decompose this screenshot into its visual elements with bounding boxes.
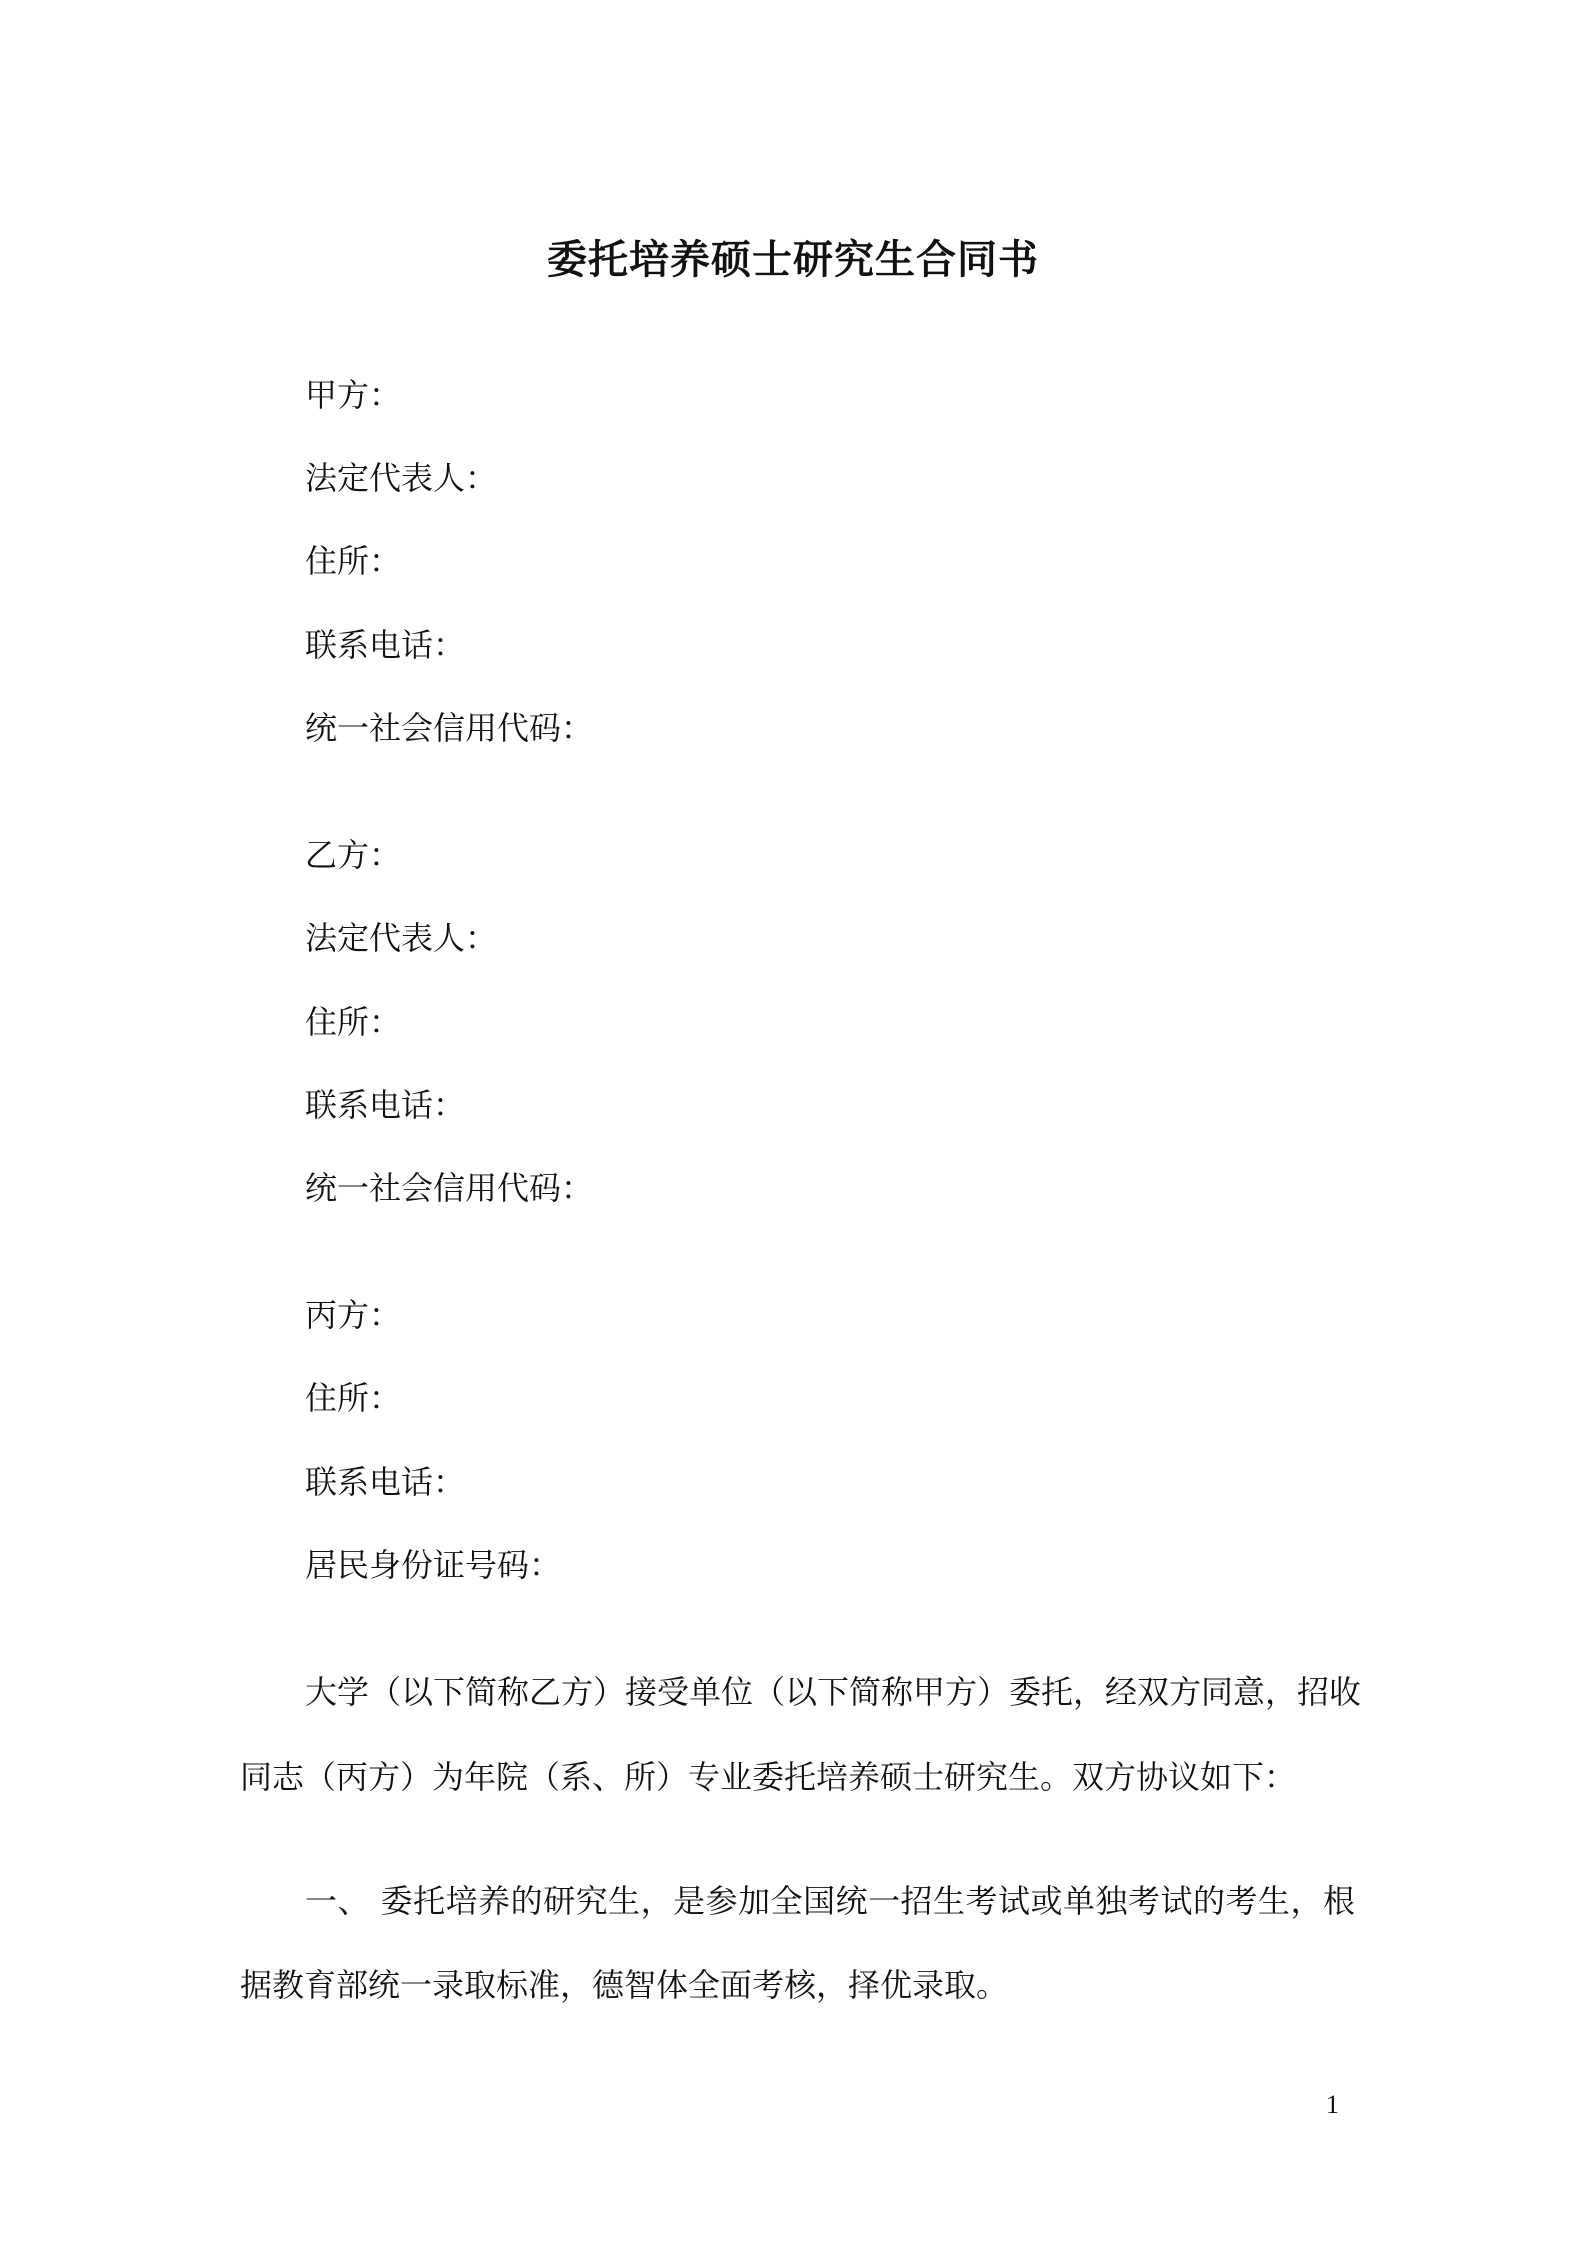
party-a-representative-label: 法定代表人： xyxy=(305,459,498,497)
party-b-representative-label: 法定代表人： xyxy=(305,919,498,957)
party-b-name-label: 乙方： xyxy=(305,836,402,874)
party-c-id-label: 居民身份证号码： xyxy=(305,1546,562,1584)
party-b-credit-code-label: 统一社会信用代码： xyxy=(305,1169,594,1207)
intro-line-2: 同志（丙方）为年院（系、所）专业委托培养硕士研究生。双方协议如下： xyxy=(240,1758,1297,1796)
document-title: 委托培养硕士研究生合同书 xyxy=(547,237,1039,283)
party-c-address-label: 住所： xyxy=(305,1379,402,1417)
page-number: 1 xyxy=(1326,2090,1339,2119)
party-c-phone-label: 联系电话： xyxy=(305,1463,466,1501)
party-a-credit-code-label: 统一社会信用代码： xyxy=(305,709,594,747)
party-b-phone-label: 联系电话： xyxy=(305,1086,466,1124)
party-a-name-label: 甲方： xyxy=(305,376,402,414)
clause-1-line-1: 一、 委托培养的研究生，是参加全国统一招生考试或单独考试的考生，根 xyxy=(305,1882,1355,1920)
party-b-address-label: 住所： xyxy=(305,1003,402,1041)
clause-1-line-2: 据教育部统一录取标准，德智体全面考核，择优录取。 xyxy=(240,1966,1009,2004)
party-a-phone-label: 联系电话： xyxy=(305,626,466,664)
party-c-name-label: 丙方： xyxy=(305,1296,402,1334)
party-a-address-label: 住所： xyxy=(305,542,402,580)
intro-line-1: 大学（以下简称乙方）接受单位（以下简称甲方）委托，经双方同意，招收 xyxy=(305,1673,1362,1711)
